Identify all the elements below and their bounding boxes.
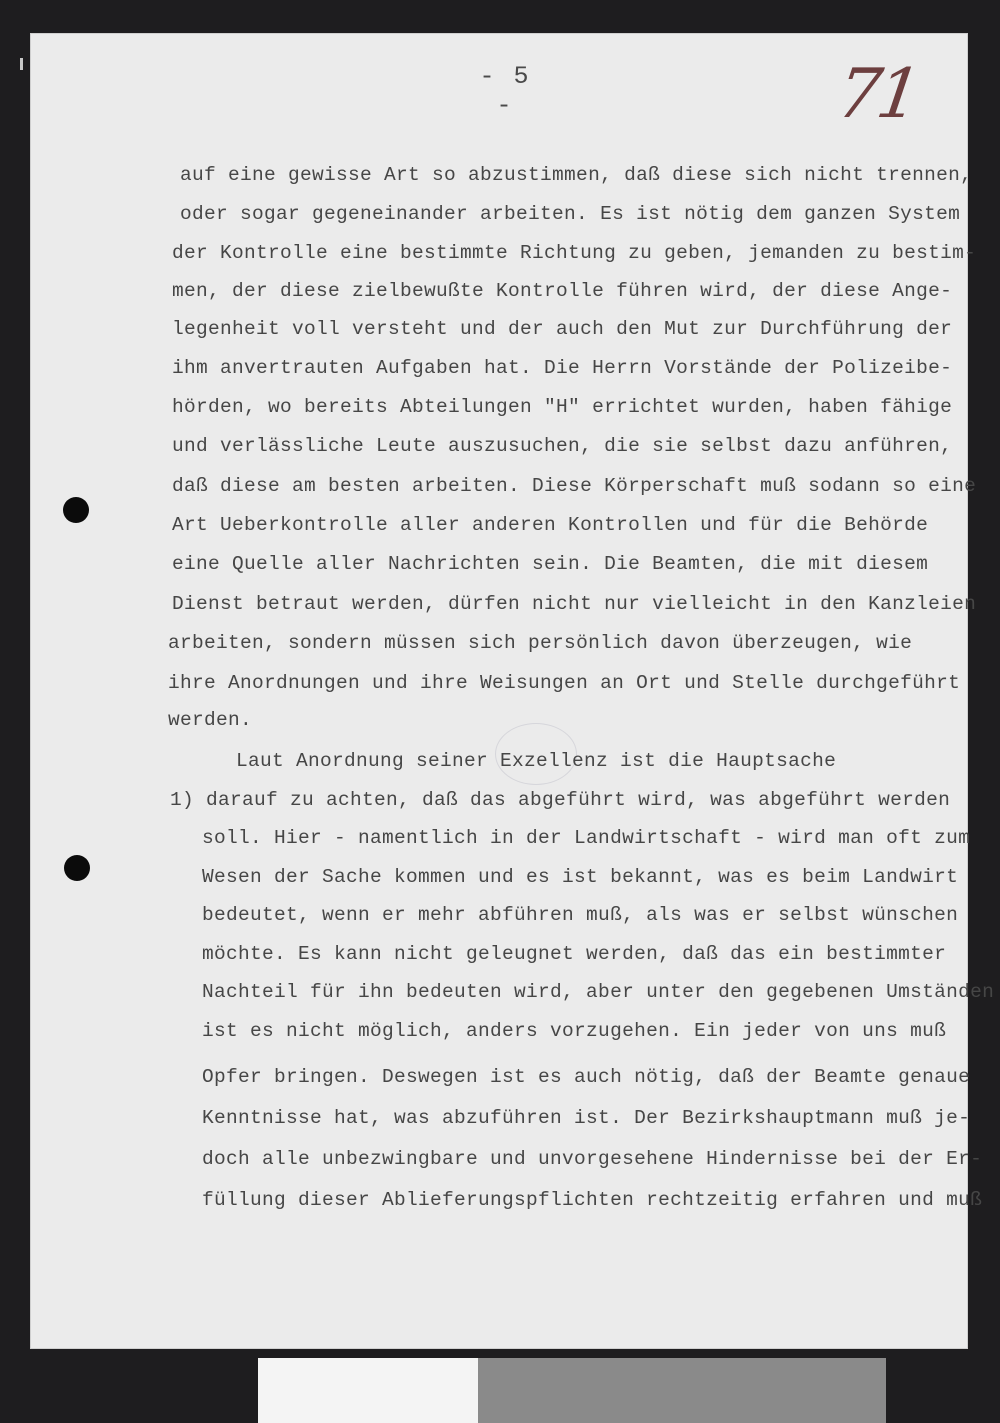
text-line: werden. [168, 709, 253, 731]
text-line: Dienst betraut werden, dürfen nicht nur vielleicht in den Kanzleien [172, 593, 977, 615]
text-line: ihre Anordnungen und ihre Weisungen an Ort und Stelle durchgeführt [168, 672, 961, 694]
text-line: Kenntnisse hat, was abzuführen ist. Der Bezirkshauptmann muß je- [202, 1107, 971, 1129]
text-line: möchte. Es kann nicht geleugnet werden, daß das ein bestimmter [202, 943, 947, 965]
text-line: Wesen der Sache kommen und es ist bekannt, was es beim Landwirt [202, 866, 959, 888]
punch-hole [63, 497, 89, 523]
text-line: doch alle unbezwingbare und unvorgesehene Hindernisse bei der Er- [202, 1148, 983, 1170]
text-line: hörden, wo bereits Abteilungen "H" errichtet wurden, haben fähige [172, 396, 953, 418]
text-line: bedeutet, wenn er mehr abführen muß, als was er selbst wünschen [202, 904, 959, 926]
text-line: auf eine gewisse Art so abzustimmen, daß diese sich nicht trennen, [180, 164, 973, 186]
text-line: Art Ueberkontrolle aller anderen Kontrollen und für die Behörde [172, 514, 929, 536]
text-line: arbeiten, sondern müssen sich persönlich davon überzeugen, wie [168, 632, 913, 654]
text-line: men, der diese zielbewußte Kontrolle führen wird, der diese Ange- [172, 280, 953, 302]
text-line: ihm anvertrauten Aufgaben hat. Die Herrn Vorstände der Polizeibe- [172, 357, 953, 379]
text-line: ist es nicht möglich, anders vorzugehen. Ein jeder von uns muß [202, 1020, 947, 1042]
list-item-number-line: 1) darauf zu achten, daß das abgeführt wird, was abgeführt werden [170, 789, 951, 811]
text-line: Opfer bringen. Deswegen ist es auch nötig, daß der Beamte genaue [202, 1066, 971, 1088]
text-line: Nachteil für ihn bedeuten wird, aber unter den gegebenen Umständen [202, 981, 995, 1003]
page-number: - 5 - [479, 62, 531, 120]
text-line: legenheit voll versteht und der auch den Mut zur Durchführung der [172, 318, 953, 340]
text-line: eine Quelle aller Nachrichten sein. Die Beamten, die mit diesem [172, 553, 929, 575]
color-calibration-gray [478, 1358, 886, 1423]
text-line: der Kontrolle eine bestimmte Richtung zu geben, jemanden zu bestim- [172, 242, 977, 264]
color-calibration-white [258, 1358, 478, 1423]
text-line: und verlässliche Leute auszusuchen, die sie selbst dazu anführen, [172, 435, 953, 457]
text-line: soll. Hier - namentlich in der Landwirtschaft - wird man oft zum [202, 827, 971, 849]
edge-mark [20, 58, 23, 70]
handwritten-folio-number: 71 [832, 55, 923, 134]
text-line: füllung dieser Ablieferungspflichten rechtzeitig erfahren und muß [202, 1189, 983, 1211]
punch-hole [64, 855, 90, 881]
text-line: daß diese am besten arbeiten. Diese Körperschaft muß sodann so eine [172, 475, 977, 497]
text-line: oder sogar gegeneinander arbeiten. Es ist nötig dem ganzen System [180, 203, 961, 225]
text-line: Laut Anordnung seiner Exzellenz ist die Hauptsache [236, 750, 837, 772]
